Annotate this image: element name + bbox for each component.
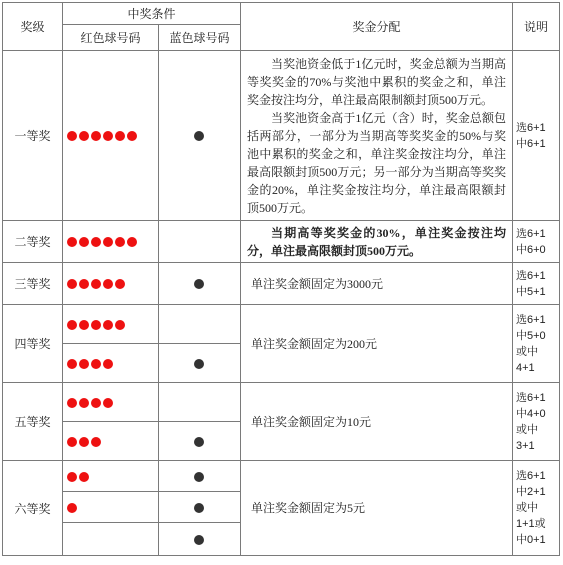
red-ball-cell [63,523,159,556]
red-ball-icon [91,437,101,447]
note-line: 或中 [516,345,539,358]
prize-table [2,2,560,556]
red-ball-cell [63,422,159,461]
red-ball-icon [67,359,77,369]
red-ball-icon [103,398,113,408]
note-line: 选6+1 [516,391,546,404]
red-ball-icon [127,131,137,141]
red-ball-icon [67,472,77,482]
distribution-paragraph: 单注奖金额固定为5元 [251,501,366,515]
table-row [3,383,560,422]
note-line: 3+1 [516,439,535,452]
note-line: 中2+1 [516,486,546,498]
red-ball-icon [115,320,125,330]
blue-ball-icon [194,472,204,482]
prize-distribution [241,221,513,263]
note-line: 选6+1 [516,227,546,240]
red-ball-icon [67,131,77,141]
red-ball-icon [91,359,101,369]
note-line: 中5+1 [516,285,546,298]
blue-ball-cell [159,51,241,221]
red-ball-icon [103,279,113,289]
blue-ball-cell [159,492,241,523]
blue-ball-icon [194,131,204,141]
prize-distribution [241,305,513,383]
note-line: 选6+1 [516,269,546,282]
blue-ball-icon [194,279,204,289]
red-ball-icon [127,237,137,247]
red-ball-cell [63,492,159,523]
header-note: 说明 [513,3,560,51]
note-line: 中4+0 [516,407,546,420]
blue-ball-icon [194,437,204,447]
note-line: 选6+1 [516,313,546,326]
red-ball-icon [115,131,125,141]
prize-level: 四等奖 [3,305,63,383]
header-blue-ball: 蓝色球号码 [159,25,241,51]
red-ball-icon [67,279,77,289]
table-row [3,461,560,492]
red-ball-cell [63,383,159,422]
red-ball-cell [63,51,159,221]
red-ball-icon [115,279,125,289]
red-ball-icon [79,359,89,369]
red-ball-icon [91,237,101,247]
prize-table-body [3,51,560,556]
red-ball-icon [103,359,113,369]
prize-distribution [241,461,513,556]
prize-note [513,383,560,461]
red-ball-cell [63,461,159,492]
note-line: 或中 [516,423,539,436]
prize-level: 五等奖 [3,383,63,461]
red-ball-icon [91,398,101,408]
blue-ball-cell [159,383,241,422]
note-line: 中6+0 [516,243,546,256]
note-line: 选6+1 [516,121,546,134]
prize-level: 三等奖 [3,263,63,305]
table-row [3,51,560,221]
red-ball-icon [79,398,89,408]
red-ball-icon [79,472,89,482]
note-line: 中0+1 [516,534,546,546]
red-ball-icon [91,279,101,289]
red-ball-cell [63,305,159,344]
blue-ball-icon [194,535,204,545]
table-row [3,305,560,344]
note-line: 选6+1 [516,470,546,482]
red-ball-icon [79,237,89,247]
prize-level: 六等奖 [3,461,63,556]
prize-table-container [2,2,560,556]
header-distribution: 奖金分配 [241,3,513,51]
blue-ball-cell [159,422,241,461]
red-ball-icon [103,131,113,141]
prize-note [513,305,560,383]
note-line: 4+1 [516,361,535,374]
blue-ball-cell [159,523,241,556]
table-row [3,221,560,263]
blue-ball-icon [194,359,204,369]
header-condition: 中奖条件 [63,3,241,25]
distribution-paragraph: 当期高等奖奖金的30%，单注奖金按注均分，单注最高限额封顶500万元。 [247,225,507,258]
prize-note [513,221,560,263]
distribution-paragraph: 单注奖金额固定为200元 [251,336,378,351]
blue-ball-icon [194,503,204,513]
red-ball-icon [79,131,89,141]
note-line: 或中 [516,502,539,514]
prize-distribution [241,263,513,305]
red-ball-cell [63,263,159,305]
red-ball-icon [103,237,113,247]
red-ball-icon [67,437,77,447]
red-ball-icon [67,503,77,513]
red-ball-icon [91,320,101,330]
table-row [3,263,560,305]
distribution-paragraph: 当奖池资金低于1亿元时，奖金总额为当期高等奖奖金的70%与奖池中累积的奖金之和，单注奖金按注均分，单注最高限制额封顶500万元。 [247,56,507,107]
red-ball-icon [79,279,89,289]
red-ball-icon [115,237,125,247]
red-ball-icon [67,237,77,247]
prize-note [513,51,560,221]
red-ball-icon [91,131,101,141]
prize-distribution [241,51,513,221]
blue-ball-cell [159,344,241,383]
blue-ball-cell [159,221,241,263]
prize-level: 一等奖 [3,51,63,221]
distribution-paragraph: 单注奖金额固定为10元 [251,414,372,429]
prize-note [513,461,560,556]
red-ball-icon [79,437,89,447]
red-ball-cell [63,344,159,383]
note-line: 中5+0 [516,329,546,342]
red-ball-icon [103,320,113,330]
prize-level: 二等奖 [3,221,63,263]
red-ball-cell [63,221,159,263]
red-ball-icon [67,398,77,408]
distribution-paragraph: 单注奖金额固定为3000元 [251,276,384,291]
red-ball-icon [67,320,77,330]
red-ball-icon [79,320,89,330]
note-line: 中6+1 [516,137,546,150]
prize-note [513,263,560,305]
note-line: 1+1或 [516,518,546,530]
distribution-paragraph: 当奖池资金高于1亿元（含）时，奖金总额包括两部分，一部分为当期高等奖奖金的50%与奖池中累积的奖金之和，单注奖金按注均分，单注最高限额封顶500万元；另一部分为当期高等奖奖金的20%，单注奖金按注均分，单注最高限额封顶500万元。 [247,110,507,215]
blue-ball-cell [159,263,241,305]
header-level: 奖级 [3,3,63,51]
header-red-balls: 红色球号码 [63,25,159,51]
prize-distribution [241,383,513,461]
blue-ball-cell [159,461,241,492]
blue-ball-cell [159,305,241,344]
